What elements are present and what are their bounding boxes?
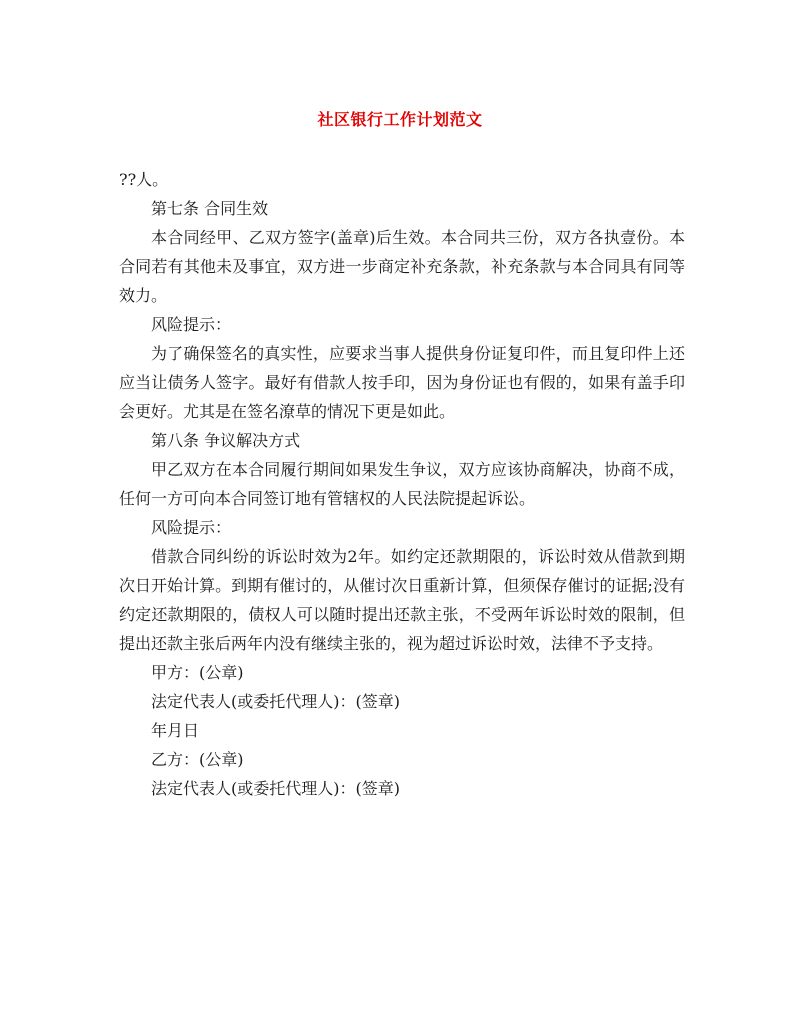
- party-a-representative: 法定代表人(或委托代理人)：(签章): [151, 692, 400, 711]
- signing-date: 年月日: [151, 721, 200, 740]
- article-8-heading: 第八条 争议解决方式: [151, 431, 301, 450]
- risk-notice-heading: 风险提示：: [151, 518, 232, 537]
- party-a-seal: 甲方：(公章): [151, 663, 244, 682]
- article-7-heading: 第七条 合同生效: [151, 199, 269, 218]
- article-8-text: 甲乙双方在本合同履行期间如果发生争议，双方应该协商解决，协商不成，任何一方可向本合同签订地有管辖权的人民法院提起诉讼。: [119, 460, 685, 508]
- party-b-representative: 法定代表人(或委托代理人)：(签章): [151, 779, 400, 798]
- paragraph-continuation: ??人。: [119, 170, 169, 189]
- article-7-text: 本合同经甲、乙双方签字(盖章)后生效。本合同共三份，双方各执壹份。本合同若有其他未及事宜，双方进一步商定补充条款，补充条款与本合同具有同等效力。: [119, 228, 685, 305]
- risk-notice-heading: 风险提示：: [151, 315, 232, 334]
- document-body: [119, 165, 685, 803]
- party-b-seal: 乙方：(公章): [151, 750, 244, 769]
- document-title: 社区银行工作计划范文: [317, 110, 483, 129]
- risk-notice-text: 为了确保签名的真实性，应要求当事人提供身份证复印件，而且复印件上还应当让债务人签字。最好有借款人按手印，因为身份证也有假的，如果有盖手印会更好。尤其是在签名潦草的情况下更是如此。: [119, 344, 685, 421]
- risk-notice-text: 借款合同纠纷的诉讼时效为2年。如约定还款期限的，诉讼时效从借款到期次日开始计算。到期有催讨的，从催讨次日重新计算，但须保存催讨的证据;没有约定还款期限的，债权人可以随时提出还款主张，不受两年诉讼时效的限制，但提出还款主张后两年内没有继续主张的，视为超过诉讼时效，法律不予支持。: [119, 547, 685, 653]
